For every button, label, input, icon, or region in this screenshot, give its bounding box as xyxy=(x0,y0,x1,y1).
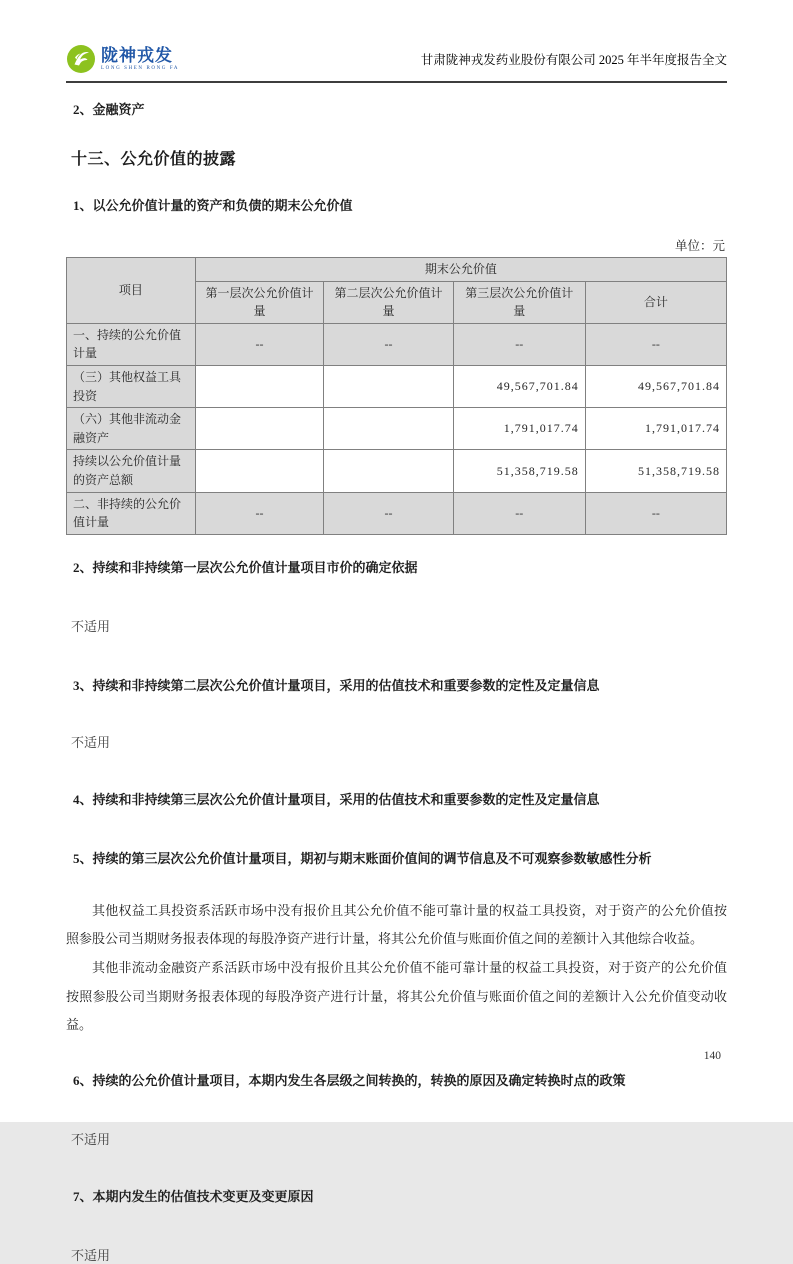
row-dash-cell: -- xyxy=(324,323,453,365)
row-value-cell xyxy=(324,365,453,407)
row-value-cell: 49,567,701.84 xyxy=(585,365,726,407)
column-header-item: 项目 xyxy=(67,258,196,324)
table-row xyxy=(67,365,727,407)
row-value-cell xyxy=(195,365,324,407)
page-number: 140 xyxy=(703,1050,721,1062)
row-label: （六）其他非流动金融资产 xyxy=(67,408,196,450)
row-label: 一、持续的公允价值计量 xyxy=(67,323,196,365)
valuation-paragraphs xyxy=(66,897,727,1040)
row-value-cell xyxy=(195,408,324,450)
row-value-cell xyxy=(324,408,453,450)
not-applicable-1: 不适用 xyxy=(71,618,111,634)
table-row xyxy=(67,492,727,534)
logo-icon xyxy=(66,44,96,74)
report-title: 甘肃陇神戎发药业股份有限公司 2025 年半年度报告全文 xyxy=(420,53,727,67)
logo-name-en: LONG SHEN RONG FA xyxy=(101,66,180,71)
row-value-cell: 51,358,719.58 xyxy=(585,450,726,492)
row-dash-cell: -- xyxy=(585,323,726,365)
table-header xyxy=(67,258,727,324)
column-header-level2: 第二层次公允价值计量 xyxy=(324,281,453,323)
column-header-level3: 第三层次公允价值计量 xyxy=(453,281,585,323)
not-applicable-3: 不适用 xyxy=(71,1131,111,1147)
row-label: 二、非持续的公允价值计量 xyxy=(67,492,196,534)
table-body xyxy=(67,323,727,534)
unit-label: 单位：元 xyxy=(674,239,725,253)
section-7-heading: 7、本期内发生的估值技术变更及变更原因 xyxy=(73,1188,314,1204)
table-row xyxy=(67,323,727,365)
column-header-group: 期末公允价值 xyxy=(195,258,726,282)
row-dash-cell: -- xyxy=(195,323,324,365)
row-value-cell: 51,358,719.58 xyxy=(453,450,585,492)
row-value-cell: 1,791,017.74 xyxy=(585,408,726,450)
column-header-level1: 第一层次公允价值计量 xyxy=(195,281,324,323)
section-13-heading: 十三、公允价值的披露 xyxy=(71,151,237,168)
row-value-cell: 1,791,017.74 xyxy=(453,408,585,450)
section-financial-assets: 2、金融资产 xyxy=(73,102,145,117)
not-applicable-4: 不适用 xyxy=(71,1247,111,1263)
paragraph-noncurrent-assets: 其他非流动金融资产系活跃市场中没有报价且其公允价值不能可靠计量的权益工具投资，对于资产的公允价值按照参股公司当期财务报表体现的每股净资产进行计量，将其公允价值与账面价值之间的差额计入公允价值变动收益。 xyxy=(66,959,727,1033)
row-dash-cell: -- xyxy=(324,492,453,534)
fair-value-table xyxy=(66,257,727,535)
table-row xyxy=(67,408,727,450)
row-label: 持续以公允价值计量的资产总额 xyxy=(67,450,196,492)
not-applicable-2: 不适用 xyxy=(71,734,111,750)
paragraph-equity-instruments: 其他权益工具投资系活跃市场中没有报价且其公允价值不能可靠计量的权益工具投资，对于资产的公允价值按照参股公司当期财务报表体现的每股净资产进行计量，将其公允价值与账面价值之间的差额计入其他综合收益。 xyxy=(66,902,727,947)
row-dash-cell: -- xyxy=(453,323,585,365)
page-header xyxy=(66,44,727,83)
section-4-heading: 4、持续和非持续第三层次公允价值计量项目，采用的估值技术和重要参数的定性及定量信息 xyxy=(73,791,600,807)
row-value-cell xyxy=(195,450,324,492)
row-value-cell: 49,567,701.84 xyxy=(453,365,585,407)
logo-name-zh: 陇神戎发 xyxy=(101,46,173,65)
row-dash-cell: -- xyxy=(195,492,324,534)
row-label: （三）其他权益工具投资 xyxy=(67,365,196,407)
section-3-heading: 3、持续和非持续第二层次公允价值计量项目，采用的估值技术和重要参数的定性及定量信息 xyxy=(73,677,600,693)
logo-wordmark xyxy=(101,47,179,71)
section-1-heading: 1、以公允价值计量的资产和负债的期末公允价值 xyxy=(73,198,353,213)
table-row xyxy=(67,450,727,492)
row-dash-cell: -- xyxy=(453,492,585,534)
column-header-total: 合计 xyxy=(585,281,726,323)
section-2-heading: 2、持续和非持续第一层次公允价值计量项目市价的确定依据 xyxy=(73,559,418,575)
company-logo xyxy=(66,44,179,74)
row-value-cell xyxy=(324,450,453,492)
section-6-heading: 6、持续的公允价值计量项目，本期内发生各层级之间转换的，转换的原因及确定转换时点的政策 xyxy=(73,1072,626,1088)
section-5-heading: 5、持续的第三层次公允价值计量项目，期初与期末账面价值间的调节信息及不可观察参数敏感性分析 xyxy=(73,850,652,866)
table-header-row-1 xyxy=(67,258,727,282)
row-dash-cell: -- xyxy=(585,492,726,534)
